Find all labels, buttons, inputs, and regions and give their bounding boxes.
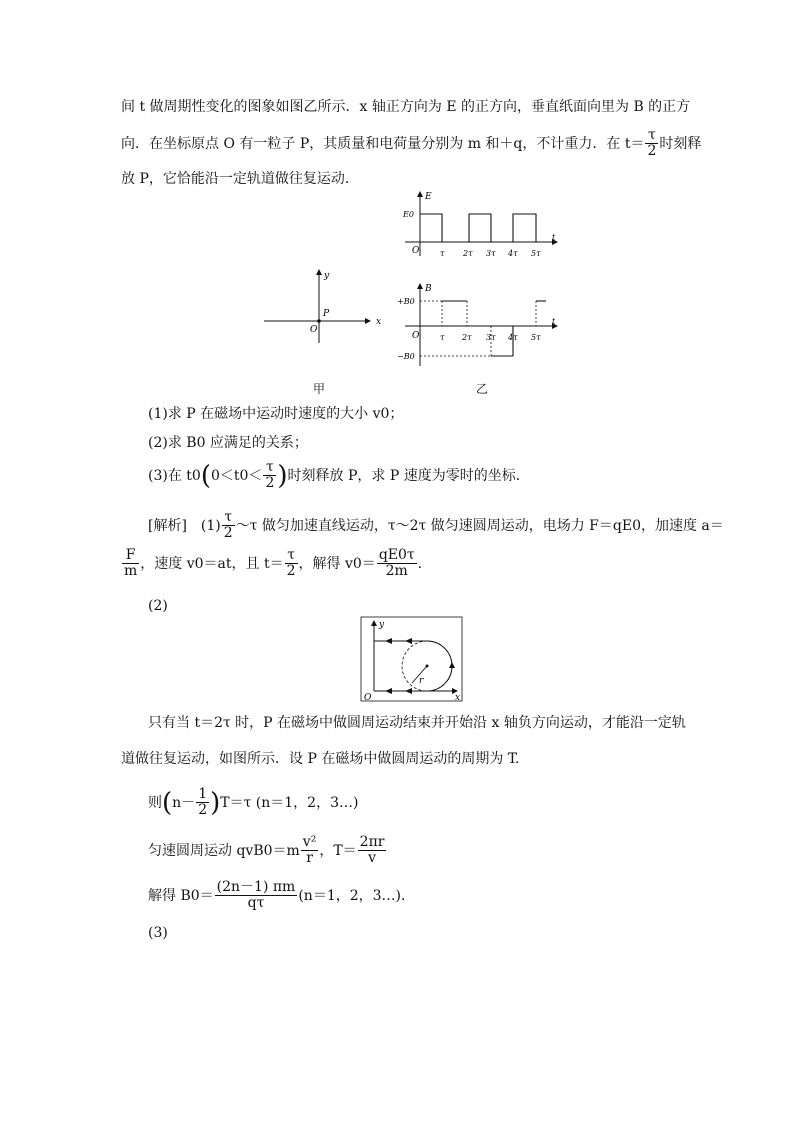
fraction: $\frac{1}{2}$ — [198, 786, 208, 819]
fraction: $\frac{qE0\tau}{2m}$ — [378, 547, 415, 580]
label-x: x — [455, 693, 461, 703]
arrow-left-2 — [405, 638, 412, 644]
tick-2: 2τ — [463, 249, 473, 258]
solution-part3-label: (3) — [148, 925, 168, 941]
label-e: E — [425, 192, 432, 202]
label-minus-b0: −B0 — [397, 352, 415, 361]
fraction: $\frac{(2n-1) \pi m}{q\tau}$ — [216, 879, 296, 912]
semicircle-path — [427, 641, 452, 691]
fraction: $\frac{2\pi r}{v}$ — [359, 834, 385, 867]
label-plus-b0: +B0 — [397, 297, 415, 306]
tick-5: 5τ — [531, 333, 541, 342]
label-o: O — [412, 246, 420, 256]
caption-jia: 甲 — [313, 382, 326, 396]
solution-line1: [解析] (1) $\frac{\tau}{2}$ ～τ 做匀加速直线运动，τ～2τ 做匀速圆周运动，电场力 F＝qE0，加速度 a＝ — [148, 509, 724, 542]
center-dot — [426, 665, 429, 668]
solution-line4: 道做往复运动，如图所示．设 P 在磁场中做圆周运动的周期为 T. — [121, 751, 520, 767]
tick-1: τ — [440, 249, 445, 258]
solution-part2-label: (2) — [148, 598, 168, 614]
label-r: r — [419, 676, 424, 686]
solution-line2: $\frac{F}{m}$ ，速度 v0＝at，且 t＝ $\frac{\tau}{2}$ ，解得 v0＝ $\frac{qE0\tau}{2m}$ . — [124, 547, 423, 580]
tick-2: 2τ — [462, 333, 472, 342]
arrow-left-4 — [405, 688, 412, 694]
label-b: B — [425, 284, 432, 294]
label-e0: E0 — [403, 210, 414, 219]
tick-5: 5τ — [531, 249, 541, 258]
fraction: $\frac{\tau}{2}$ — [223, 509, 233, 542]
figure-yi-e — [395, 188, 565, 263]
figure-jia — [260, 265, 390, 345]
label-p: P — [323, 309, 330, 319]
question-2: (2)求 B0 应满足的关系； — [148, 435, 308, 451]
arrow-down — [449, 662, 455, 668]
para1-line2b: 时刻释 — [659, 135, 702, 152]
tick-4: 4τ — [508, 249, 518, 258]
fraction: $\frac{F}{m}$ — [124, 547, 138, 580]
caption-yi: 乙 — [476, 382, 489, 396]
solution-line3: 只有当 t＝2τ 时，P 在磁场中做圆周运动结束并开始沿 x 轴负方向运动，才能沿一定轨 — [148, 715, 686, 731]
label-o: O — [364, 693, 372, 703]
e-wave — [420, 214, 536, 242]
label-o: O — [310, 325, 318, 335]
label-y: y — [379, 620, 385, 630]
para1-line1: 间 t 做周期性变化的图象如图乙所示．x 轴正方向为 E 的正方向，垂直纸面向里为 B 的正方 — [121, 99, 691, 115]
question-3: (3)在 t0(0＜t0＜ $\frac{\tau}{2}$ )时刻释放 P，求 P 速度为零时的坐标． — [148, 459, 530, 492]
figure-circle-path — [355, 615, 467, 703]
fraction: $\frac{\tau}{2}$ — [265, 459, 275, 492]
figure-yi-b — [395, 280, 565, 372]
tick-4: 4τ — [508, 333, 518, 342]
label-t: t — [552, 233, 556, 242]
arrow-left — [385, 638, 392, 644]
label-o: O — [412, 331, 420, 341]
tick-3: 3τ — [486, 333, 496, 342]
solution-line5: 则(n－ $\frac{1}{2}$ )T＝τ (n＝1，2，3…) — [148, 786, 359, 819]
question-1: (1)求 P 在磁场中运动时速度的大小 v0； — [148, 406, 404, 422]
para1-line3: 放 P，它恰能沿一定轨道做往复运动． — [121, 171, 359, 187]
fraction: $\frac{\tau}{2}$ — [286, 547, 296, 580]
arrow-left-3 — [385, 688, 392, 694]
para1-line2a: 向．在坐标原点 O 有一粒子 P，其质量和电荷量分别为 m 和＋q，不计重力．在 t＝ — [121, 135, 645, 152]
tick-3: 3τ — [486, 249, 496, 258]
tick-1: τ — [440, 333, 445, 342]
label-y: y — [324, 271, 330, 281]
solution-line6: 匀速圆周运动 qvB0＝m $\frac{\text{v²}}{r}$ ，T＝ $\frac{2\pi r}{v}$ — [148, 834, 385, 867]
fraction: $\frac{\text{v²}}{r}$ — [302, 834, 317, 867]
fraction: $\frac{\tau}{2}$ — [647, 127, 657, 160]
label-x: x — [376, 317, 382, 327]
solution-line7: 解得 B0＝ $\frac{(2n-1) \pi m}{q\tau}$ (n＝1，2，3…)． — [148, 879, 416, 912]
particle-p — [317, 319, 321, 323]
para1-line2 — [121, 128, 701, 160]
label-t: t — [552, 317, 556, 326]
